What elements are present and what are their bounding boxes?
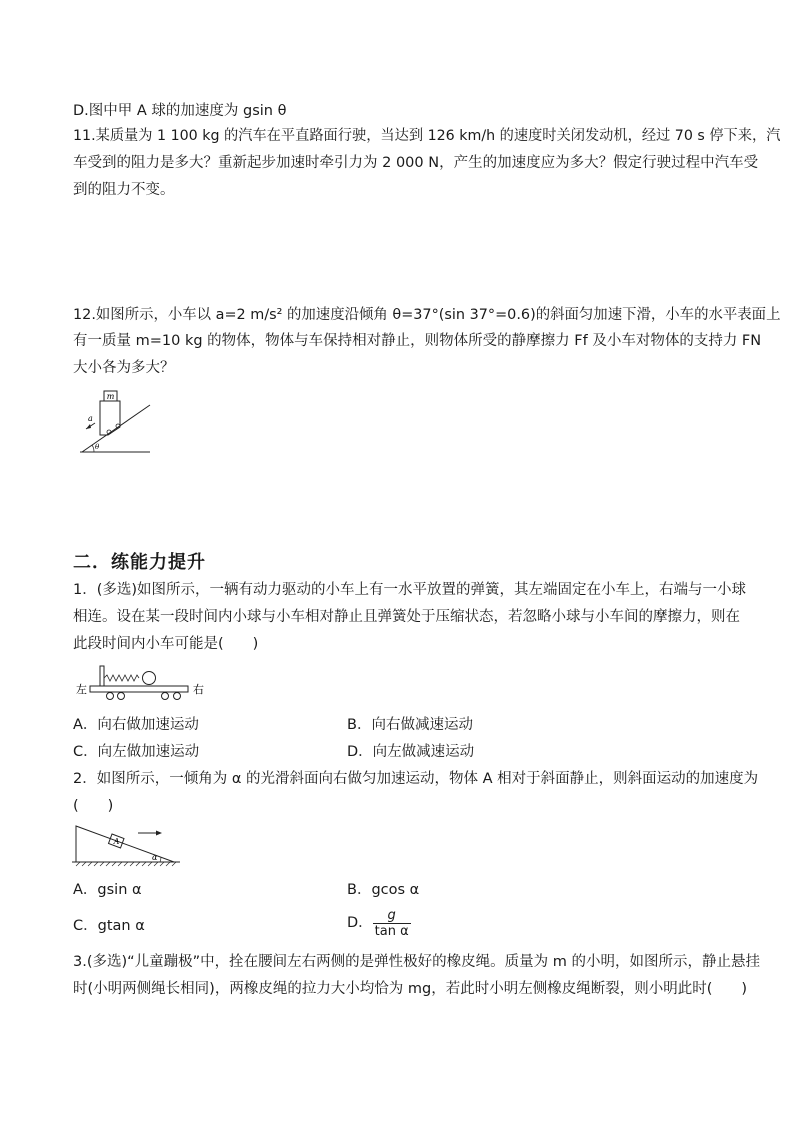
- q12-mass-label: m: [106, 392, 115, 401]
- p1-wheel: [118, 693, 125, 700]
- p2-incline-wedge: [76, 826, 174, 862]
- p1-line-1: 1．(多选)如图所示，一辆有动力驱动的小车上有一水平放置的弹簧，其左端固定在小车上，右端与一小球: [73, 582, 747, 598]
- section-heading: 二．练能力提升: [73, 552, 206, 573]
- p2-option-c: C．gtan α: [73, 918, 145, 934]
- p2-option-d: [347, 906, 411, 940]
- p1-line-2: 相连。设在某一段时间内小球与小车相对静止且弹簧处于压缩状态，若忽略小球与小车间的摩擦力，则在: [73, 609, 740, 625]
- p1-option-b: B．向右做减速运动: [347, 717, 473, 733]
- q12-accel-arrow-head: [86, 424, 91, 429]
- q11-line-3: 到的阻力不变。: [73, 182, 175, 198]
- p2-line-1: 2．如图所示，一倾角为 α 的光滑斜面向右做匀加速运动，物体 A 相对于斜面静止，则斜面运动的加速度为: [73, 771, 759, 787]
- q12-angle-label: θ: [95, 443, 100, 451]
- p1-ball: [143, 672, 156, 685]
- p2-ground-hatching: [76, 862, 176, 866]
- p2-incline-figure: [72, 822, 182, 870]
- p2-block-label: A: [113, 837, 120, 846]
- q12-line-2: 有一质量 m=10 kg 的物体，物体与车保持相对静止，则物体所受的静摩擦力 Ff 及小车对物体的支持力 FN: [73, 333, 762, 349]
- p2-option-d-prefix: D．: [347, 915, 373, 931]
- p1-wheel: [162, 693, 169, 700]
- p2-line-2: ( ): [73, 798, 114, 814]
- p2-velocity-arrow-head: [156, 831, 162, 836]
- q11-line-1: 11.某质量为 1 100 kg 的汽车在平直路面行驶，当达到 126 km/h 的速度时关闭发动机，经过 70 s 停下来，汽: [73, 128, 781, 144]
- q11-line-2: 车受到的阻力是多大？重新起步加速时牵引力为 2 000 N，产生的加速度应为多大？假定行驶过程中汽车受: [73, 155, 759, 171]
- p2-option-d-fraction: [373, 908, 411, 939]
- p2-option-d-denominator: tan α: [374, 923, 409, 939]
- p1-left-label: 左: [76, 683, 87, 696]
- q10-option-d: D.图中甲 A 球的加速度为 gsin θ: [73, 103, 287, 119]
- p3-line-2: 时(小明两侧绳长相同)，两橡皮绳的拉力大小均恰为 mg，若此时小明左侧橡皮绳断裂，则小明此时( ): [73, 981, 748, 997]
- p1-cart-body: [90, 686, 188, 692]
- q12-angle-arc: [92, 445, 94, 452]
- p3-line-1: 3.(多选)“儿童蹦极”中，拴在腰间左右两侧的是弹性极好的橡皮绳。质量为 m 的小明，如图所示，静止悬挂: [73, 954, 761, 970]
- q12-incline-cart-figure: [78, 385, 158, 457]
- p1-right-label: 右: [193, 683, 204, 696]
- p2-option-a: A．gsin α: [73, 882, 142, 898]
- p2-angle-arc: [160, 857, 161, 862]
- p1-option-c: C．向左做加速运动: [73, 744, 200, 760]
- q12-line-3: 大小各为多大？: [73, 360, 175, 376]
- p1-option-a: A．向右做加速运动: [73, 717, 199, 733]
- p1-wheel: [107, 693, 114, 700]
- p1-wall-post: [100, 666, 104, 686]
- q12-accel-label: a: [88, 414, 93, 423]
- p2-angle-label: α: [152, 853, 158, 862]
- p1-option-d: D．向左做减速运动: [347, 744, 475, 760]
- p1-wheel: [174, 693, 181, 700]
- p1-spring: [104, 675, 139, 681]
- p2-option-b: B．gcos α: [347, 882, 420, 898]
- p1-spring-cart-figure: [75, 662, 210, 700]
- p1-line-3: 此段时间内小车可能是( ): [73, 636, 259, 652]
- p2-option-d-numerator: g: [373, 908, 411, 924]
- q12-line-1: 12.如图所示，小车以 a=2 m/s² 的加速度沿倾角 θ=37°(sin 37°=0.6)的斜面匀加速下滑，小车的水平表面上: [73, 307, 781, 323]
